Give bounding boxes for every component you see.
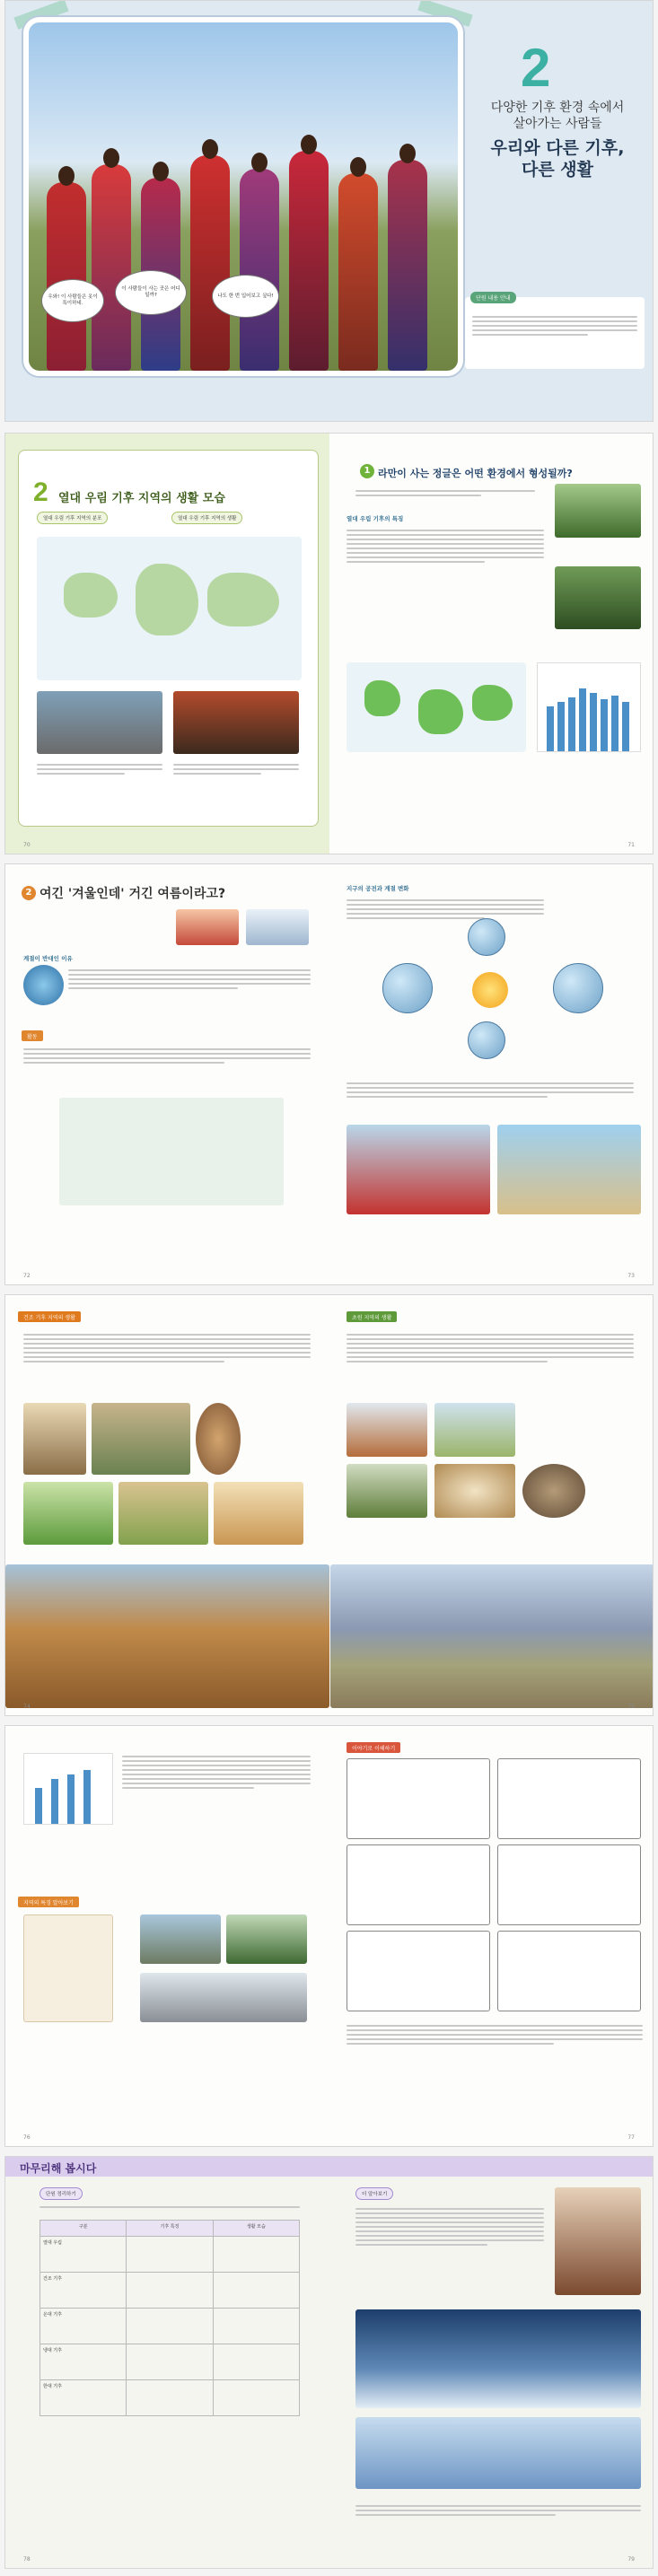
table-cell: 한대 기후 bbox=[40, 2380, 127, 2416]
speech-bubble: 나도 한 번 입어보고 싶다! bbox=[212, 275, 279, 318]
portrait-photo bbox=[555, 2187, 641, 2295]
earth-icon bbox=[382, 963, 433, 1013]
beach-photo bbox=[497, 1125, 641, 1214]
earth-icon bbox=[553, 963, 603, 1013]
farm-photo bbox=[23, 1482, 113, 1545]
page-number: 75 bbox=[627, 1704, 635, 1710]
objective-pill: 열대 우림 기후 지역의 분포 bbox=[37, 512, 108, 524]
page-number: 71 bbox=[627, 842, 635, 848]
herder-photo bbox=[347, 1464, 427, 1518]
notes-box bbox=[23, 1914, 113, 2022]
comic-panel bbox=[497, 1844, 641, 1925]
lesson-number: 2 bbox=[33, 478, 48, 507]
table-header: 구분 bbox=[40, 2221, 127, 2237]
summer-photo bbox=[176, 909, 239, 945]
table-row bbox=[40, 2237, 300, 2273]
objective-pill: 열대 우림 기후 지역의 생활 bbox=[171, 512, 242, 524]
sub-head: 계절이 반대인 이유 bbox=[23, 955, 73, 962]
sub-head: 열대 우림 기후의 특징 bbox=[347, 515, 404, 522]
table-cell: 열대 우림 bbox=[40, 2237, 127, 2273]
section-banner: 건조 기후 지역의 생활 bbox=[18, 1311, 81, 1322]
forest-photo bbox=[555, 566, 641, 629]
question-title: 라만이 사는 정글은 어떤 환경에서 형성될까? bbox=[378, 468, 573, 479]
earth-icon bbox=[468, 1021, 505, 1059]
oasis-photo bbox=[92, 1403, 190, 1475]
lesson-spread-dry bbox=[4, 1294, 654, 1716]
comic-panel bbox=[347, 1758, 490, 1839]
review-table bbox=[39, 2220, 300, 2416]
yurt-photo bbox=[347, 1403, 427, 1457]
page-number: 77 bbox=[627, 2134, 635, 2141]
speech-bubble: 우와! 이 사람들은 옷이 특이하네. bbox=[41, 279, 104, 322]
table-row bbox=[40, 2344, 300, 2380]
page-number: 78 bbox=[23, 2556, 31, 2563]
santa-beach-photo bbox=[347, 1125, 490, 1214]
lesson-title: 열대 우림 기후 지역의 생활 모습 bbox=[58, 492, 225, 505]
section-banner: 이야기로 이해하기 bbox=[347, 1742, 400, 1753]
question-number: 2 bbox=[22, 886, 36, 900]
chapter-opener-spread bbox=[4, 0, 654, 422]
sub-heading: 단원 정리하기 bbox=[39, 2187, 83, 2200]
sun-icon bbox=[472, 972, 508, 1008]
city-photo bbox=[140, 1914, 221, 1964]
food-photo bbox=[434, 1464, 515, 1518]
table-cell: 온대 기후 bbox=[40, 2309, 127, 2344]
illustration-children bbox=[59, 1098, 284, 1205]
person-figure bbox=[289, 151, 329, 371]
page-number: 70 bbox=[23, 842, 31, 848]
lesson-spread-seasons bbox=[4, 863, 654, 1285]
person-figure bbox=[190, 155, 230, 371]
review-title: 마무리해 봅시다 bbox=[20, 2162, 97, 2175]
page-number: 74 bbox=[23, 1704, 31, 1710]
comic-panel bbox=[347, 1844, 490, 1925]
table-cell: 냉대 기후 bbox=[40, 2344, 127, 2380]
desert-person-photo bbox=[23, 1403, 86, 1475]
table-row bbox=[40, 2309, 300, 2344]
cover-photo bbox=[23, 17, 463, 376]
pottery-photo bbox=[196, 1403, 241, 1475]
cactus-photo bbox=[118, 1482, 208, 1545]
camel-photo bbox=[214, 1482, 303, 1545]
section-banner: 지역의 특징 알아보기 bbox=[18, 1897, 79, 1907]
table-cell: 건조 기후 bbox=[40, 2273, 127, 2309]
table-row bbox=[40, 2273, 300, 2309]
desert-landscape-photo bbox=[5, 1564, 329, 1708]
chapter-number: 2 bbox=[521, 38, 551, 98]
speech-bubble: 이 사람들이 사는 곳은 어디일까? bbox=[115, 270, 187, 315]
comic-panel bbox=[497, 1931, 641, 2011]
intro-box bbox=[465, 297, 645, 369]
person-figure bbox=[388, 160, 427, 371]
chapter-subtitle: 다양한 기후 환경 속에서 살아가는 사람들 bbox=[490, 101, 625, 131]
comic-panel bbox=[497, 1758, 641, 1839]
review-header bbox=[5, 2157, 653, 2177]
bar-chart bbox=[23, 1753, 113, 1825]
lesson-panel bbox=[18, 450, 319, 827]
person-figure bbox=[338, 173, 378, 371]
steppe-landscape-photo bbox=[330, 1564, 654, 1708]
question-title: 여긴 '겨울인데' 거긴 여름이라고? bbox=[39, 887, 226, 901]
page-number: 73 bbox=[627, 1273, 635, 1279]
sub-head: 지구의 공전과 계절 변화 bbox=[347, 885, 409, 892]
comic-panel bbox=[347, 1931, 490, 2011]
winter-photo bbox=[246, 909, 309, 945]
harbor-photo bbox=[140, 1973, 307, 2022]
review-spread bbox=[4, 2156, 654, 2569]
chapter-title: 우리와 다른 기후, 다른 생활 bbox=[490, 138, 625, 180]
field-photo bbox=[226, 1914, 307, 1964]
climate-chart bbox=[537, 662, 641, 752]
sub-heading: 더 알아보기 bbox=[355, 2187, 393, 2200]
lesson-spread-activity bbox=[4, 1725, 654, 2147]
cloud-diagram bbox=[355, 2417, 641, 2489]
activity-banner: 활동 bbox=[22, 1030, 43, 1041]
question-number: 1 bbox=[360, 464, 374, 478]
festival-photo bbox=[173, 691, 299, 754]
page-number: 79 bbox=[627, 2556, 635, 2563]
mountain-photo bbox=[355, 2309, 641, 2408]
person-figure bbox=[240, 169, 279, 371]
earth-icon bbox=[468, 918, 505, 956]
page-number: 76 bbox=[23, 2134, 31, 2141]
left-page bbox=[5, 434, 329, 854]
jungle-photo bbox=[555, 484, 641, 538]
intro-label: 단원 내용 안내 bbox=[470, 292, 516, 303]
person-figure bbox=[47, 182, 86, 371]
table-header: 생활 모습 bbox=[213, 2221, 299, 2237]
tent-photo bbox=[522, 1464, 585, 1518]
table-header: 기후 특징 bbox=[127, 2221, 213, 2237]
page-number: 72 bbox=[23, 1273, 31, 1279]
horse-photo bbox=[434, 1403, 515, 1457]
world-map bbox=[37, 537, 302, 680]
table-row bbox=[40, 2380, 300, 2416]
distribution-map bbox=[347, 662, 526, 752]
person-figure bbox=[92, 164, 131, 371]
globe-image bbox=[23, 965, 64, 1005]
lesson-spread-tropical bbox=[4, 433, 654, 854]
section-banner: 초원 지역의 생활 bbox=[347, 1311, 397, 1322]
village-photo bbox=[37, 691, 162, 754]
